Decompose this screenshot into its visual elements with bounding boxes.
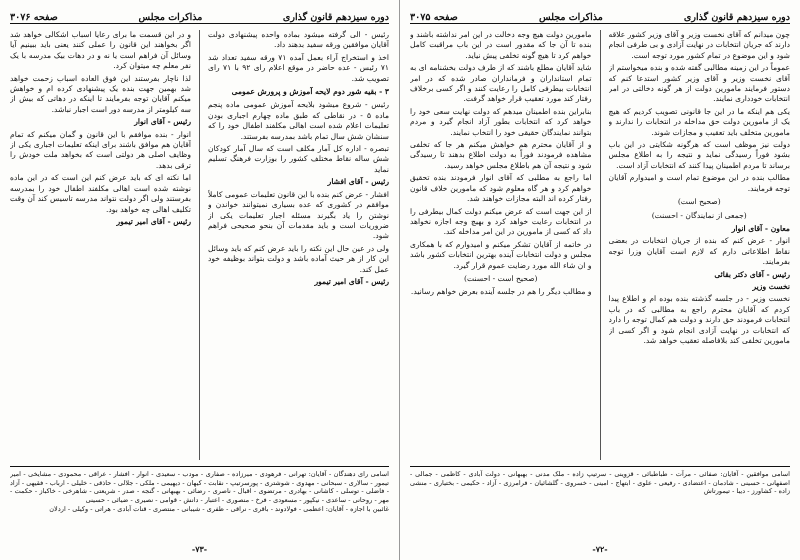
paragraph: از این جهت است که عرض میکنم دولت کمال بیطرفی را در انتخابات رعایت خواهد کرد و بهیچ وجه اجازه نخواهد داد که کسی از مامورین در این امر مداخله کند. xyxy=(410,206,592,237)
paragraph: انوار - عرض کنم که بنده از جریان انتخابات در بعضی نقاط اطلاعاتی دارم که لازم است آقایان وزرا توجه بفرمایند. xyxy=(608,236,790,267)
page-number: -۷۳- xyxy=(191,544,208,554)
publication-title: مذاکرات مجلس xyxy=(538,12,603,23)
paragraph: و از آقایان محترم هم خواهش میکنم هر جا که تخلفی مشاهده فرمودند فوراً به دولت اطلاع بدهند تا رسیدگی شود و نتیجه آن هم باطلاع مجلس خواهد رسید. xyxy=(410,140,592,170)
footnotes xyxy=(10,466,389,540)
paragraph: اخذ و استخراج آراء بعمل آمده ۷۱ ورقه سفید تعداد شد ۷۱ رئیس - عده حاضر در موقع اعلام رای ۹۲ با ۷۱ رای تصویب شد. xyxy=(208,52,389,83)
speaker-line: معاون - آقای انوار xyxy=(731,223,790,233)
paragraph: مامورین دولت هیچ وجه دخالت در این امر نداشته باشند و بنده تا آن جا که مقدور است در این باب مراقبت کامل خواهم کرد تا هیچ گونه تخلفی پیش نیاید. xyxy=(410,30,592,60)
session-title: دوره سیزدهم قانون گذاری xyxy=(282,12,389,23)
paragraph: یکی هم اینکه ما در این جا قانونی تصویب کردیم که هیچ یک از مامورین دولت حق مداخله در انتخابات را ندارند و مامورین متخلف باید تعقیب و مجازات شوند. xyxy=(608,106,790,137)
paragraph: لذا ناچار بفرستند این فوق العاده اسباب زحمت خواهد شد بهمین جهت بنده یک پیشنهادی کرده ام و خواهش میکنم آقایان توجه بفرمایند تا اینکه در دهاتی که بیش از سه کیلومتر از مدرسه دور است اجبار نباشد. xyxy=(10,73,191,114)
page-label: صفحه ۳۰۷۵ xyxy=(410,12,458,23)
paragraph: بنابراین بنده اطمینان میدهم که دولت نهایت سعی خود را خواهد کرد که انتخابات بطور آزاد انجام گیرد و مردم بتوانند نمایندگان حقیقی خود را انتخاب نمایند. xyxy=(410,106,592,137)
speaker-line: رئیس - آقای افشار xyxy=(327,177,389,187)
right-page-columns xyxy=(410,30,790,460)
text-column-right xyxy=(609,30,791,460)
speaker-line: رئیس - آقای دکتر بقائی xyxy=(714,269,790,279)
publication-title: مذاکرات مجلس xyxy=(138,12,203,23)
session-title: دوره سیزدهم قانون گذاری xyxy=(683,12,790,23)
column-divider xyxy=(600,30,601,460)
right-page-header xyxy=(410,8,790,24)
paragraph: اما نکته ای که باید عرض کنم این است که در این ماده نوشته شده است اهالی مکلفند اطفال خود را بمدرسه بفرستند ولی اگر دولت نتواند مدرسه تاسیس کند آن وقت تکلیف اهالی چه خواهد بود. xyxy=(10,173,191,214)
paragraph: انوار - بنده موافقم با این قانون و گمان میکنم که تمام آقایان هم موافق باشند برای اینکه تعلیمات اجباری یکی از وظایف اصلی هر دولتی است که بخواهد ملت خودش را ترقی بدهد. xyxy=(10,129,191,170)
paragraph: رئیس - الی گرفته میشود بماده واحده پیشنهادی دولت آقایان موافقین ورقه سفید بدهند داد. xyxy=(208,30,389,50)
remark: (صحیح است) xyxy=(677,197,721,207)
paragraph: نخست وزیر - در جلسه گذشته بنده بوده ام و اطلاع پیدا کردم که آقایان محترم راجع به مطالبی که در باب انتخابات فرمودند حق دارند و دولت هم کمال توجه را دارد که انتخابات در نهایت آزادی انجام شود و اگر کسی از مامورین تخلفی کند بلافاصله تعقیب خواهد شد. xyxy=(608,294,790,345)
footnote: غائبین با اجازه - آقایان: اعظمی - فولادوند - باقری - نراقی - ظفری - شیبانی - منتصری - قنات آبادی - هراتی - وکیلی - اردلان xyxy=(49,505,389,514)
paragraph: و مطالب دیگر را هم در جلسه آینده بعرض خواهم رسانید. xyxy=(410,287,592,297)
page-label: صفحه ۳۰۷۶ xyxy=(10,12,58,23)
paragraph: ولی در عین حال این نکته را باید عرض کنم که باید وسائل این کار از هر حیث آماده باشد و دولت بتواند بوظیفه خود عمل کند. xyxy=(208,243,389,274)
page-number: -۷۲- xyxy=(592,544,608,554)
paragraph: و در این قسمت ما برای رعایا اسباب اشکالی خواهد شد اگر بخواهند این قانون را عملی کنند یعنی باید ببینیم آیا وسائل آن فراهم است یا نه و در دهات بیک مدرسه با یک نفر معلم چه میتوان کرد. xyxy=(10,30,191,71)
footnote: اسامی موافقین - آقایان: صفائی - مرآت - طباطبائی - قزوینی - سرتیپ زاده - ملک مدنی - بهبهانی - دولت آبادی - کاظمی - جمالی - اصفهانی - حسینی - شادمان - اعتضادی - رفیعی - علوی - ابتهاج - امینی - خسروی - گلشائیان - فرامرزی - آزاد - حکیمی - بختیاری - منشی زاده - کشاورز - دیبا - تیمورتاش xyxy=(410,470,790,496)
speaker-line: نخست وزیر xyxy=(752,281,790,291)
column-divider xyxy=(199,30,200,460)
paragraph: افشار - عرض کنم بنده با این قانون تعلیمات عمومی کاملاً موافقم در کشوری که عده بسیاری نمیتوانند خواندن و نوشتن را یاد بگیرند مسئله اجبار تعلیمات یکی از ضروریات است و باید مقدمات آن بنحو صحیحی فراهم شود. xyxy=(208,189,389,241)
right-page xyxy=(400,0,800,560)
remark: (جمعی از نمایندگان - احسنت) xyxy=(651,210,747,220)
footnotes xyxy=(410,466,790,540)
speaker-line: رئیس - آقای امیر تیمور xyxy=(116,216,191,226)
remark: (صحیح است - احسنت) xyxy=(463,273,538,283)
speaker-line: رئیس - آقای امیر تیمور xyxy=(314,276,389,286)
paragraph: شاید آقایان مطلع باشند که از طرف دولت بخشنامه ای به تمام استانداران و فرمانداران صادر شده که در امر انتخابات بیطرفی کامل را رعایت کنند و اگر کسی برخلاف رفتار کند مورد تعقیب قرار خواهد گرفت. xyxy=(410,63,592,104)
footnote: اسامی رای دهندگان - آقایان: تهرانی - فرهودی - میرزاده - صفاری - مودب - سعیدی - انوار - افشار - عراقی - محمودی - مشایخی - امیر تیمور - سالاری - سبحانی - مهدوی - شوشتری - پورسرتیپ - نقابت - کیهان - دیهیمی - ملکی - جلالی - حاذقی - خلیلی - ارباب - فقیهی - آزاد - فاضلی - توسلی - کاشانی - بهادری - مرتضوی - اقبال - ناصری - رضائی - بهبهانی - گنجه - صدر - شریعتی - شاهرخی - خاکباز - حکمت - مهر - روحانی - ساعدی - نیکپور - مسعودی - فرخ - منصوری - اعتبار - دانش - قوامی - نصیری - ضیائی - حسینی xyxy=(10,470,389,504)
speaker-line: رئیس - آقای انوار xyxy=(134,117,191,127)
paragraph: اما راجع به مطلبی که آقای انوار فرمودند بنده تحقیق خواهم کرد و هر گاه معلوم شود که مامورین خلاف قانون رفتار کرده اند البته مجازات خواهند شد. xyxy=(410,173,592,204)
paragraph: عموماً در این زمینه مطالبی گفته شده و بنده میخواستم از آقای نخست وزیر و آقای وزیر کشور استدعا کنم که دستور فرمایند مامورین دولت از هر گونه دخالتی در امر انتخابات خودداری نمایند. xyxy=(608,63,790,104)
text-column-right xyxy=(208,30,389,460)
text-column-left xyxy=(10,30,191,460)
text-column-left xyxy=(410,30,592,460)
section-heading: ۳ - بقیه شور دوم لایحه آموزش و پرورش عمومی xyxy=(231,87,389,97)
left-page-columns xyxy=(10,30,389,460)
paragraph: چون میدانم که آقای نخست وزیر و آقای وزیر کشور علاقه دارند که جریان انتخابات در نهایت آزادی و بی طرفی انجام شود و این موضوع در تمام کشور مورد توجه است. xyxy=(608,30,790,60)
left-page-header xyxy=(10,8,389,24)
paragraph: دولت نیز موظف است که هرگونه شکایتی در این باب بشود فوراً رسیدگی نماید و نتیجه را به اطلاع مجلس برساند تا مردم اطمینان پیدا کنند که انتخابات آزاد است. xyxy=(608,140,790,170)
paragraph: در خاتمه از آقایان تشکر میکنم و امیدوارم که با همکاری مجلس و دولت انتخابات آینده بهترین انتخابات کشور باشد و ان شاء الله مورد رضایت عموم قرار گیرد. xyxy=(410,239,592,270)
paragraph: مطالب بنده در این موضوع تمام است و امیدوارم آقایان توجه فرمایند. xyxy=(608,173,790,193)
paragraph: رئیس - شروع میشود بلایحه آموزش عمومی ماده پنجم ماده ۵ - در نقاطی که طبق ماده چهارم اجباری بودن تعلیمات اعلام شده است اهالی مکلفند اطفال خود را که سنشان شش سال تمام باشد بمدرسه بفرستند. xyxy=(208,100,389,141)
paragraph: تبصره - اداره کل آمار مکلف است که سال آمار کودکان شش ساله نقاط مختلف کشور را بوزارت فرهنگ تسلیم نماید xyxy=(208,144,389,174)
